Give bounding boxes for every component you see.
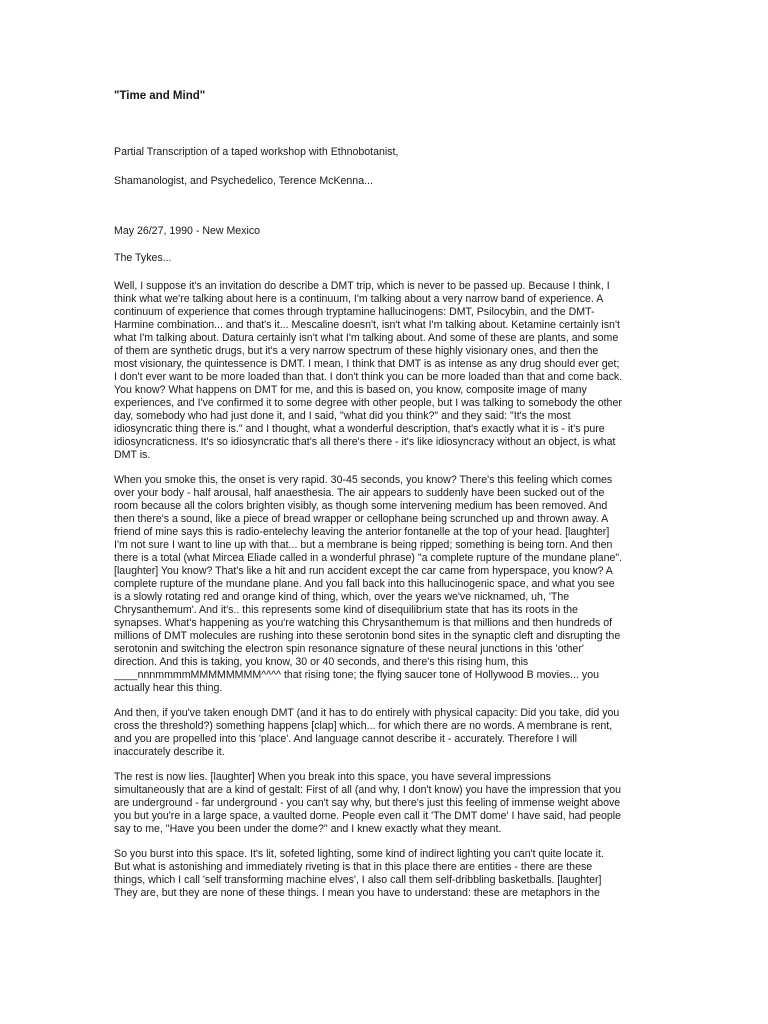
- document-title: "Time and Mind": [114, 90, 206, 102]
- greeting: The Tykes...: [114, 252, 172, 264]
- date-location: May 26/27, 1990 - New Mexico: [114, 225, 261, 237]
- paragraph-3: And then, if you've taken enough DMT (and it has to do entirely with physical capacity: Did you take, did you cross the threshold?) something happens [clap] which... for which there are no words. A membrane is rent, and you are propelled into this 'place'. And language cannot describe it - accurately. Therefore I will inaccurately describe it.: [114, 707, 620, 758]
- paragraph-4: The rest is now lies. [laughter] When you break into this space, you have several impressions simultaneously that are a kind of gestalt: First of all (and why, I don't know) you have the impression that you are underground - far underground - you can't say why, but there's just this feeling of immense weight above you but you're in a large space, a vaulted dome. People even call it 'The DMT dome' I have said, had people say to me, "Have you been under the dome?" and I knew exactly what they meant.: [114, 771, 622, 835]
- paragraph-1: Well, I suppose it's an invitation do describe a DMT trip, which is never to be passed up. Because I think, I think what we're talking about here is a continuum, I'm talking about a very narrow band of experience. A continuum of experience that comes through tryptamine hallucinogens: DMT, Psilocybin, and the DMT- Harmine combination... and that's it... Mescaline doesn't, isn't what I'm talking about. Ketamine certainly isn't what I'm talking about. Datura certainly isn't what I'm talking about. And some of these are plants, and some of them are synthetic drugs, but it's a very narrow spectrum of these highly visionary ones, and then the most visionary, the quintessence is DMT. I mean, I think that DMT is as intense as any drug should ever get; I don't ever want to be more loaded than that. I don't think you can be more loaded than that and come back. You know? What happens on DMT for me, and this is based on, you know, composite image of many experiences, and I've confirmed it to some degree with other people, but I was talking to somebody the other day, somebody who had just done it, and I said, "what did you think?" and they said: "It's the most idiosyncratic thing there is." and I thought, what a wonderful description, that's exactly what it is - it's pure idiosyncraticness. It's so idiosyncratic that's all there's there - it's like idiosyncracy without an object, is what DMT is.: [114, 280, 623, 461]
- paragraph-2: When you smoke this, the onset is very rapid. 30-45 seconds, you know? There's this feeling which comes over your body - half arousal, half anaesthesia. The air appears to suddenly have been sucked out of the room because all the colors brighten visibly, as though some intervening medium has been removed. And then there's a sound, like a piece of bread wrapper or cellophane being scrunched up and thrown away. A friend of mine says this is radio-entelechy leaving the anterior fontanelle at the top of your head. [laughter] I'm not sure I want to line up with that... but a membrane is being ripped; something is being torn. And then there is a total (what Mircea Eliade called in a wonderful phrase) "a complete rupture of the mundane plane". [laughter] You know? That's like a hit and run accident except the car came from hyperspace, you know? A complete rupture of the mundane plane. And you fall back into this hallucinogenic space, and what you see is a slowly rotating red and orange kind of thing, which, over the years we've nicknamed, uh, 'The Chrysanthemum'. And it's.. this represents some kind of disequilibrium state that has its roots in the synapses. What's happening as you're watching this Chrysanthemum is that millions and then hundreds of millions of DMT molecules are rushing into these serotonin bond sites in the synaptic cleft and disrupting the serotonin and switching the electron spin resonance signature of these neural junctions in this 'other' direction. And this is taking, you know, 30 or 40 seconds, and there's this rising hum, this ____nnnmmmmMMMMMMMM^^^^ that rising tone; the flying saucer tone of Hollywood B movies... you actually hear this thing.: [114, 474, 623, 694]
- subtitle-line-2: Shamanologist, and Psychedelico, Terence McKenna...: [114, 175, 373, 187]
- subtitle-line-1: Partial Transcription of a taped workshop with Ethnobotanist,: [114, 146, 399, 158]
- paragraph-5: So you burst into this space. It's lit, sofeted lighting, some kind of indirect lighting you can't quite locate it. But what is astonishing and immediately riveting is that in this place there are entities - there are these things, which I call 'self transforming machine elves', I also call them self-dribbling basketballs. [laughter] They are, but they are none of these things. I mean you have to understand: these are metaphors in the: [114, 848, 604, 899]
